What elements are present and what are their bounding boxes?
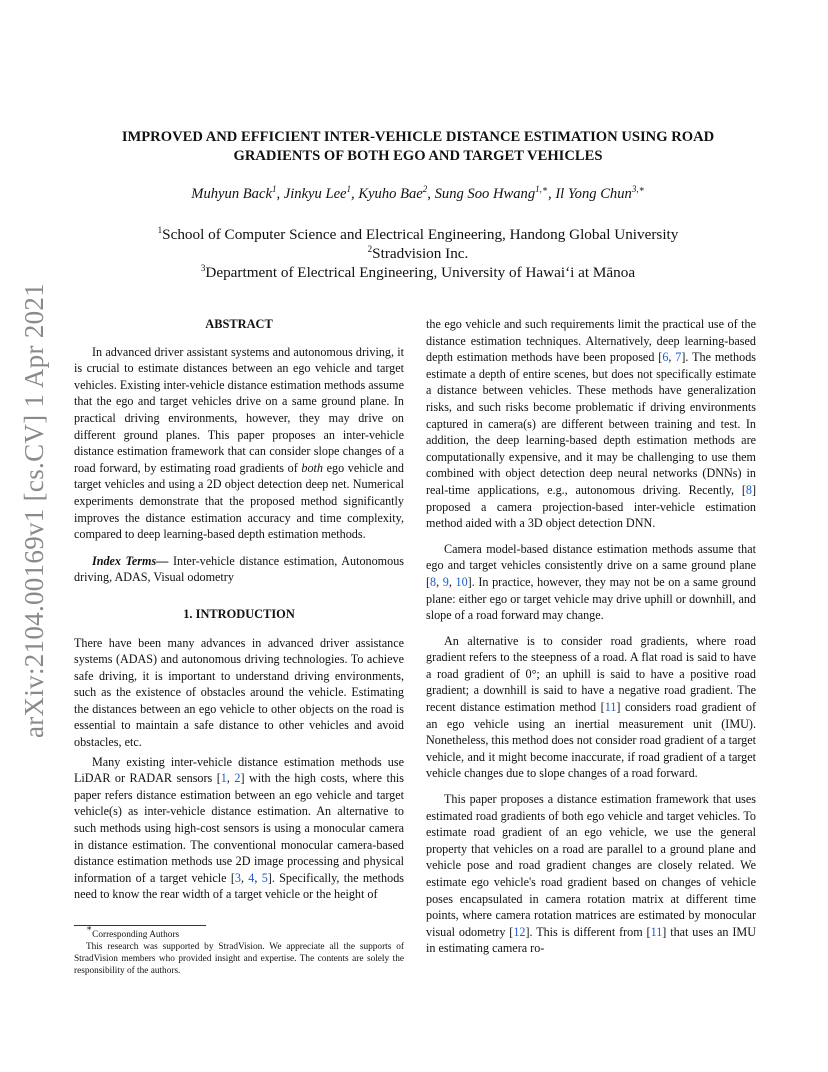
paragraph-text: Many existing inter-vehicle distance estimation methods use LiDAR or RADAR sensors [ [74, 754, 404, 786]
citation-link[interactable]: 11 [604, 700, 617, 715]
citation-link[interactable]: 8 [745, 482, 752, 497]
citation-link[interactable]: 1 [220, 771, 227, 786]
paragraph-text: ]. The methods estimate a depth of entire scenes, but does not specifically estimate a distance between vehicles. These methods have generalization risks, and such risks become problematic if driving environments captured in camera(s) are different between training and test. In addition, the deep learning-based depth estimation methods are computationally expensive, and it may be challenging to use them combined with object detection deep neural networks (DNNs) in real-time applications, e.g., autonomous driving. Recently, [ [426, 350, 756, 497]
paragraph-text: An alternative is to consider road gradients, where road gradient refers to the steepness of a road. A flat road is said to have a road gradient of 0°; an uphill is said to have a positive road gradient; a downhill is said to have a negative road gradient. The recent distance estimation method [ [426, 633, 756, 715]
title-line-1: IMPROVED AND EFFICIENT INTER-VEHICLE DISTANCE ESTIMATION USING ROAD [121, 129, 715, 145]
affiliation-text: Department of Electrical Engineering, University of Hawai‘i at Mānoa [205, 264, 636, 281]
paragraph-text: ] with the high costs, where this paper refers distance estimation between an ego vehicle and target vehicle(s) as inter-vehicle distance estimation. An alternative to such methods using high-cost sensors is using a monocular camera in distance estimation. The conventional monocular camera-based distance estimation methods use 2D image processing and physical information of a target vehicle [ [74, 771, 404, 885]
right-paragraph-4 [426, 791, 756, 957]
citation-link[interactable]: 6 [662, 350, 669, 365]
citation-separator: , [436, 574, 443, 589]
abstract-text: In advanced driver assistant systems and autonomous driving, it is crucial to estimate distances between an ego vehicle and target vehicles. Existing inter-vehicle distance estimation methods assume that the ego and target vehicles drive on a same ground plane. In practical driving environments, however, they may drive on different ground planes. This paper proposes an inter-vehicle distance estimation framework that can consider slope changes of a road forward, by estimating road gradients of [74, 344, 404, 475]
arxiv-identifier-stamp [12, 282, 58, 738]
left-column [74, 316, 404, 903]
paragraph-text: ] that uses an IMU in estimating camera ro- [426, 924, 756, 956]
citation-separator: , [668, 350, 676, 365]
citation-link[interactable]: 10 [455, 574, 468, 589]
citation-link[interactable]: 5 [261, 870, 268, 885]
footnote-acknowledgement: This research was supported by StradVision. We appreciate all the supports of StradVision members who provided insight and expertise. The contents are solely the responsibility of the authors. [74, 942, 404, 976]
paragraph-text: ]. Specifically, the methods need to know the rear width of a target vehicle or the height of [74, 870, 404, 902]
footnote-rule [74, 925, 206, 926]
citation-link[interactable]: 3 [234, 870, 241, 885]
citation-separator: , [254, 870, 262, 885]
author: Il Yong Chun [555, 186, 632, 202]
footnote-mark: ∗ [86, 923, 93, 933]
affiliation [80, 225, 756, 244]
author: Muhyun Back [191, 186, 272, 202]
paper-title [80, 128, 756, 166]
paragraph-text: Camera model-based distance estimation methods assume that ego and target vehicles consistently drive on a same ground plane [ [426, 541, 756, 589]
citation-link[interactable]: 11 [650, 924, 663, 939]
author: Kyuho Bae [358, 186, 423, 202]
affiliation-mark: 2 [367, 244, 373, 254]
citation-link[interactable]: 9 [442, 574, 449, 589]
author-mark: 2 [422, 184, 428, 194]
paragraph-text: ] proposed a camera projection-based inter-vehicle estimation method aided with a 3D object detection DNN. [426, 482, 756, 531]
abstract-text: ego vehicle and target vehicles and using a 2D object detection deep net. Numerical experiments demonstrate that the proposed method significantly improves the distance estimation accuracy and time complexity, compared to deep learning-based depth estimation methods. [74, 460, 405, 542]
citation-link[interactable]: 7 [675, 350, 682, 365]
citation-link[interactable]: 8 [430, 574, 437, 589]
author-mark: 1 [346, 184, 352, 194]
paragraph-text: This paper proposes a distance estimation framework that uses estimated road gradients of both ego vehicle and target vehicles. To estimate road gradient of an ego vehicle, we use the general property that vehicles on a road are parallel to a ground plane and vehicle pose and road gradient changes are closely related. We estimate ego vehicle's road gradient based on changes of vehicle poses encapsulated in camera rotation matrix at different time points, where camera rotation matrices are estimated by monocular visual odometry [ [426, 792, 756, 939]
citation-separator: , [226, 771, 235, 786]
paragraph-text: ] considers road gradient of an ego vehicle using an inertial measurement unit (IMU). Nonetheless, this method does not consider road gradient of a target vehicle, and it might become inaccurate, if road gradient of a target vehicle changes due to slope changes of a road forward. [426, 700, 756, 781]
abstract-emphasis: both [301, 460, 323, 475]
author-mark: 1 [271, 184, 277, 194]
intro-paragraph-1: There have been many advances in advanced driver assistance systems (ADAS) and autonomous driving technologies. To achieve safe driving, it is important to understand driving environments, such as the existence of obstacles around the vehicle. Estimating the distances between an ego vehicle to other objects on the road is essential to maintain a safe distance to other vehicles and avoid obstacles, etc. [74, 635, 404, 750]
author: Sung Soo Hwang [434, 186, 536, 202]
index-terms-label: Index Terms— [92, 553, 169, 568]
citation-separator: , [448, 574, 456, 589]
abstract-heading: ABSTRACT [205, 317, 273, 331]
author-list: Muhyun Back$^1$, Jinkyu Lee$^1$, Kyuho Bae$^2$, Sung Soo Hwang$^{1,∗}$, Il Yong Chun$^{3,∗}$ [191, 184, 645, 202]
affiliation-text: School of Computer Science and Electrical Engineering, Handong Global University [162, 226, 679, 243]
citation-link[interactable]: 2 [234, 771, 241, 786]
footnote-text: Corresponding Authors [92, 930, 180, 940]
introduction-heading: 1. INTRODUCTION [183, 606, 295, 621]
author-mark: 3,∗ [631, 184, 645, 194]
right-paragraph-1 [426, 316, 756, 532]
index-terms-text: Inter-vehicle distance estimation, Autonomous driving, ADAS, Visual odometry [74, 553, 404, 585]
index-terms [74, 553, 404, 586]
citation-link[interactable]: 12 [513, 924, 526, 939]
affiliation [80, 263, 756, 282]
affiliation-list [80, 225, 756, 282]
author-mark: 1,∗ [535, 184, 549, 194]
paragraph-text: ]. This is different from [ [525, 924, 651, 939]
right-paragraph-3 [426, 633, 756, 782]
citation-link[interactable]: 4 [248, 870, 255, 885]
right-paragraph-2 [426, 541, 756, 624]
affiliation-mark: 1 [157, 225, 163, 235]
affiliation-text: Stradvision Inc. [372, 245, 469, 262]
intro-paragraph-2 [74, 754, 404, 903]
citation-separator: , [240, 870, 249, 885]
paragraph-text: ]. In practice, however, they may not be on a same ground plane: either ego or target vehicle may drive uphill or downhill, and slope of a road forward may change. [426, 574, 756, 623]
arxiv-identifier-text: arXiv:2104.00169v1 [cs.CV] 1 Apr 2021 [19, 282, 50, 738]
footnote-corresponding [74, 923, 404, 941]
author: Jinkyu Lee [283, 186, 347, 202]
paragraph-text: the ego vehicle and such requirements limit the practical use of the distance estimation techniques. Alternatively, deep learning-based depth estimation methods have been proposed [ [426, 317, 756, 365]
title-line-2: GRADIENTS OF BOTH EGO AND TARGET VEHICLES [233, 148, 603, 164]
right-column [426, 316, 756, 957]
footnotes [74, 923, 404, 977]
affiliation-mark: 3 [200, 263, 206, 273]
abstract-paragraph [74, 344, 404, 543]
affiliation [80, 244, 756, 263]
